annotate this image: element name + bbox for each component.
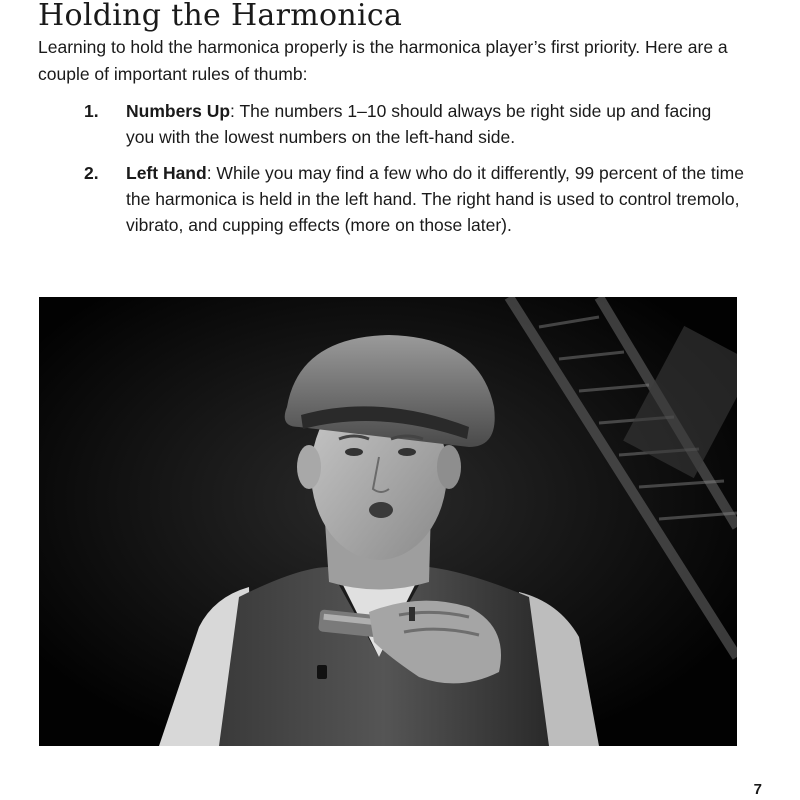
rule-text: : The numbers 1–10 should always be right side up and facing you with the lowest numbers on the left-hand side. [126,101,712,147]
rule-item [84,98,744,150]
page-title: Holding the Harmonica [38,0,403,33]
rules-list [84,98,744,248]
photo-illustration [39,297,737,746]
rule-number: 1. [84,101,99,121]
page-number: 7 [753,781,762,798]
rule-term: Left Hand [126,163,207,183]
rule-term: Numbers Up [126,101,231,121]
harmonica-player-photo [39,297,737,746]
rule-number: 2. [84,163,99,183]
intro-paragraph: Learning to hold the harmonica properly is the harmonica player’s first priority. Here are a couple of important rules of thumb: [38,37,728,84]
rule-text: : While you may find a few who do it differently, 99 percent of the time the harmonica is held in the left hand. The right hand is used to control tremolo, vibrato, and cupping effects (more on those later). [126,163,744,235]
rule-item [84,160,744,238]
